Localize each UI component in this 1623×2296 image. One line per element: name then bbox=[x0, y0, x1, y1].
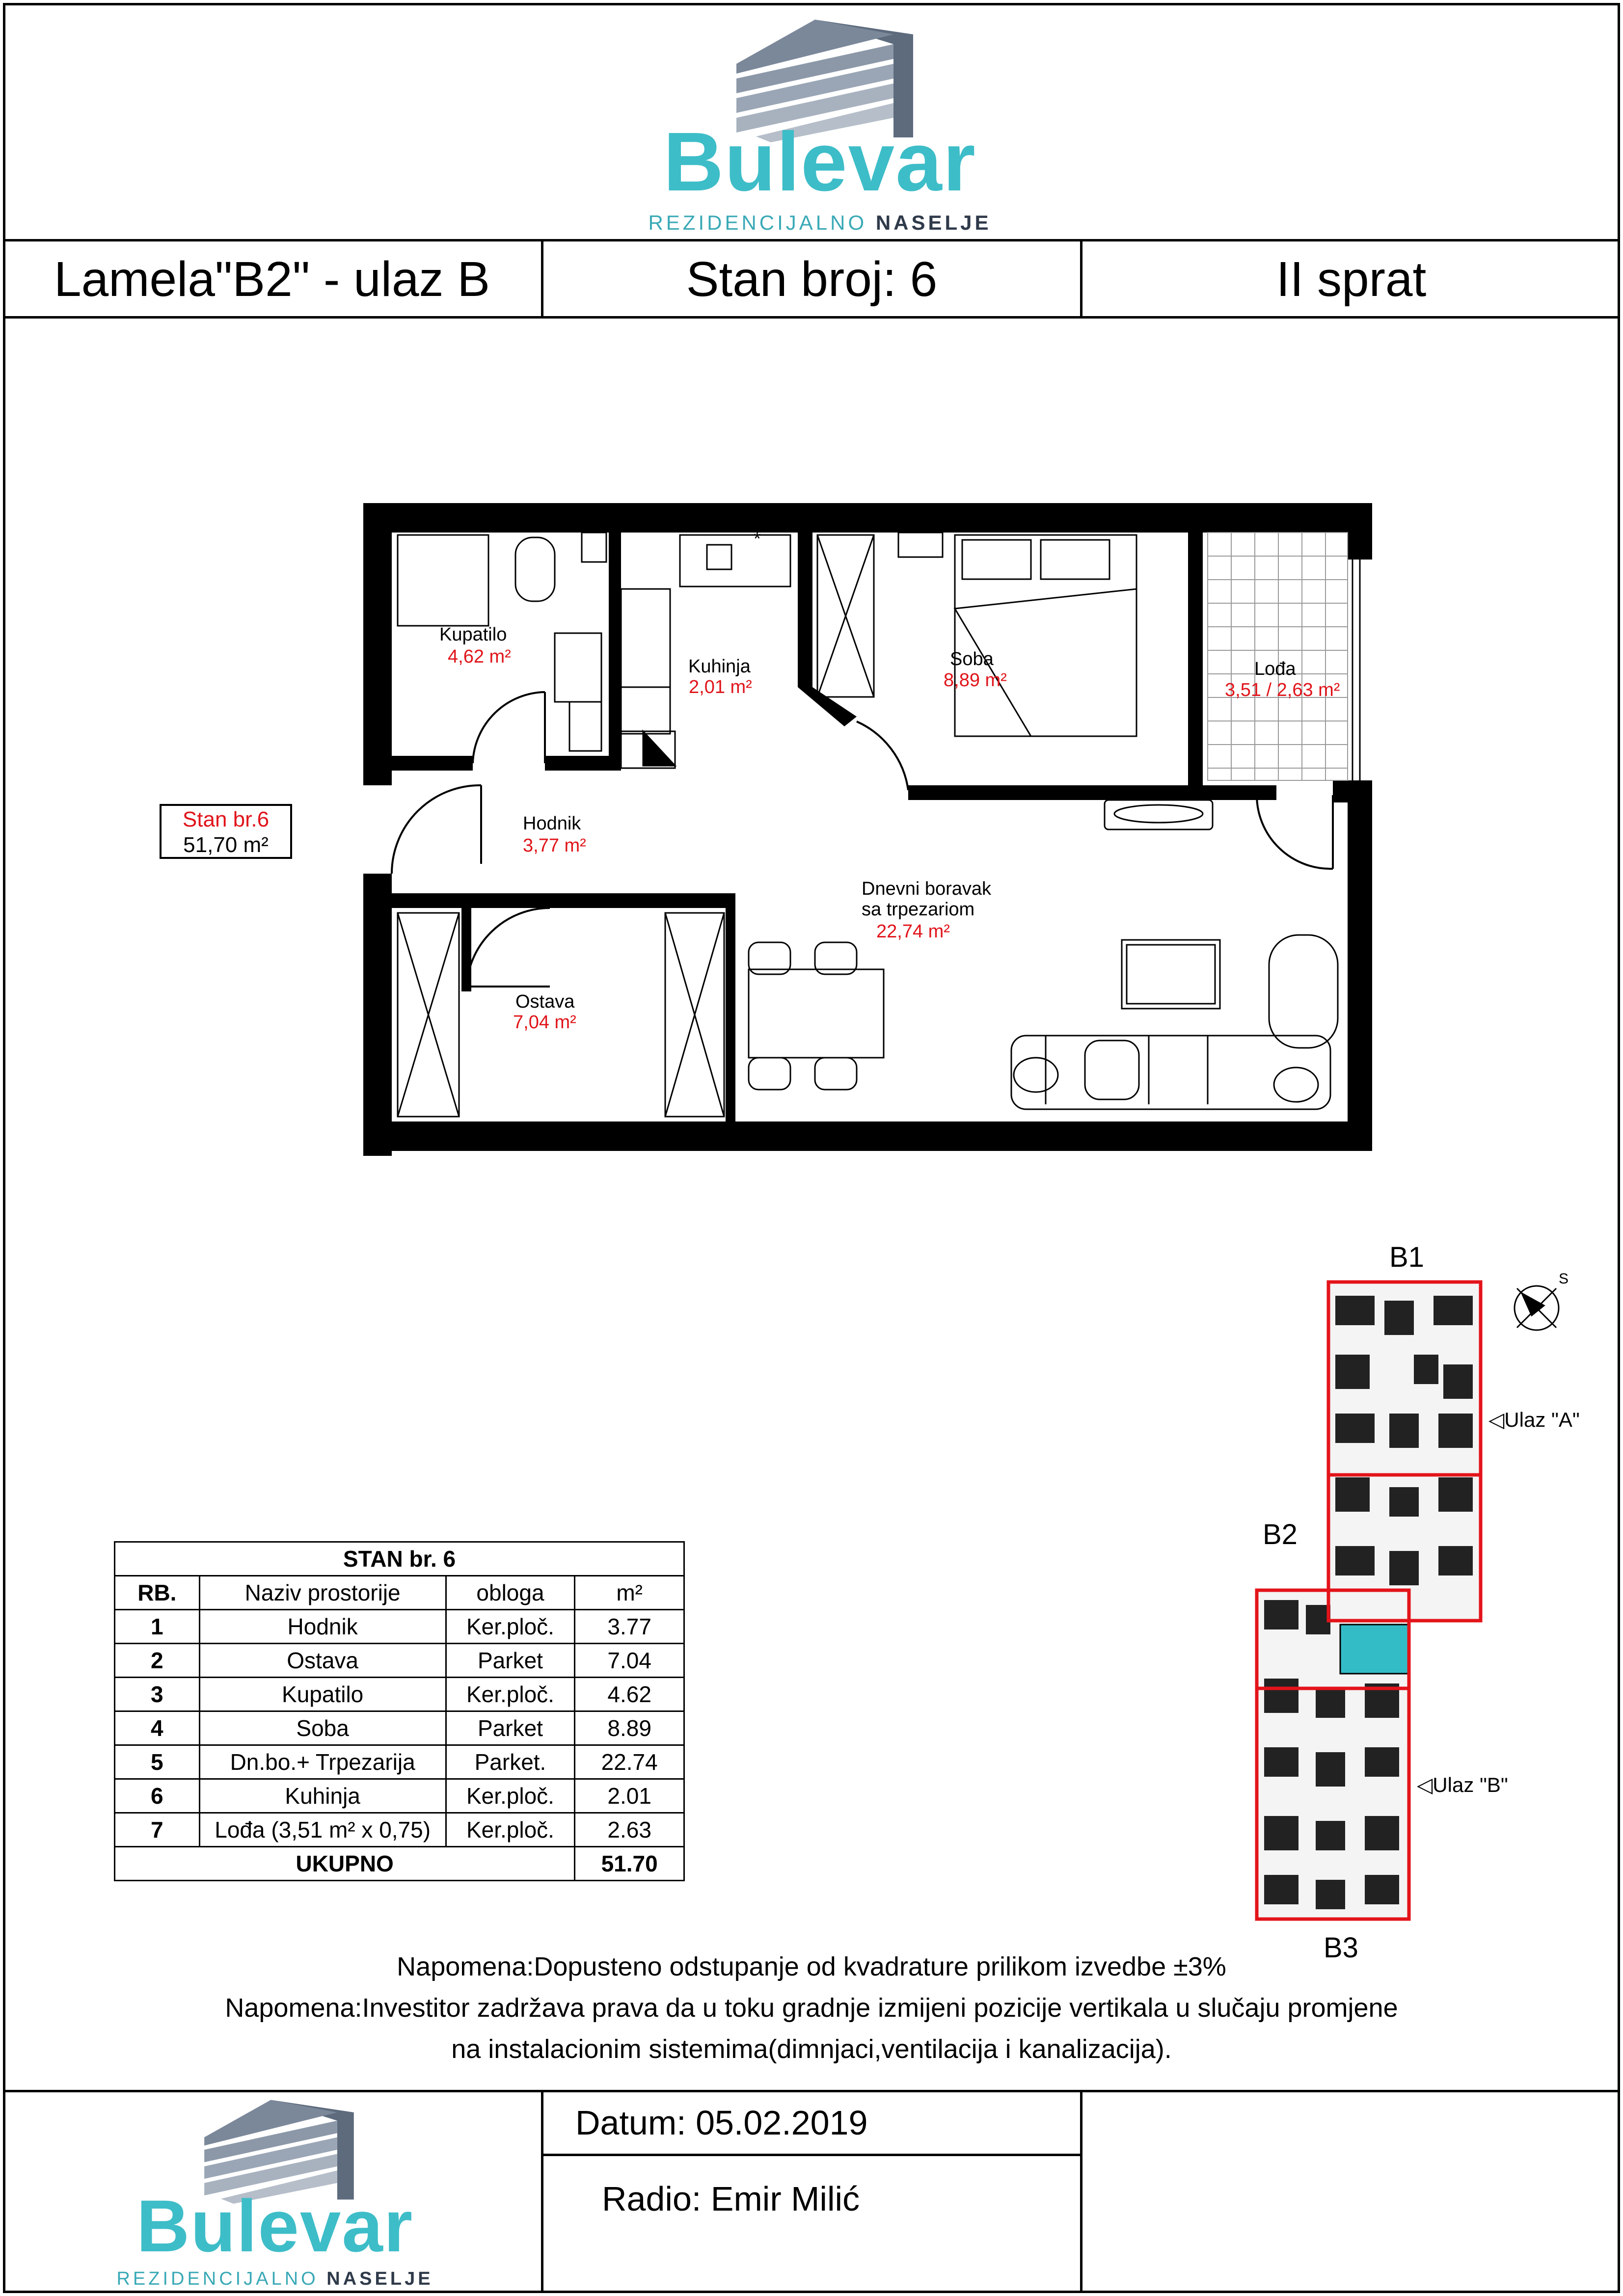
table-title: STAN br. 6 bbox=[115, 1542, 684, 1576]
cell-naziv: Kuhinja bbox=[199, 1779, 446, 1813]
cell-naziv: Lođa (3,51 m² x 0,75) bbox=[199, 1813, 446, 1847]
cell-m2: 7.04 bbox=[575, 1644, 684, 1678]
cell-naziv: Dn.bo.+ Trpezarija bbox=[199, 1745, 446, 1779]
brand-subtitle-bold: NASELJE bbox=[875, 211, 992, 234]
compass-letter: S bbox=[1559, 1271, 1569, 1287]
note-investor: Napomena:Investitor zadržava prava da u toku gradnje izmijeni pozicije vertikala u slučaju promjene bbox=[225, 1993, 1398, 2023]
brand-name: Bulevar bbox=[663, 115, 976, 209]
col-header-obloga: obloga bbox=[446, 1576, 575, 1610]
cell-m2: 22.74 bbox=[575, 1745, 684, 1779]
lamela-cell: Lamela"B2" - ulaz B bbox=[54, 252, 490, 307]
room-area-hodnik: 3,77 m² bbox=[523, 835, 586, 856]
cell-naziv: Soba bbox=[199, 1711, 446, 1745]
footer-subtitle-bold: NASELJE bbox=[326, 2269, 433, 2289]
cell-m2: 3.77 bbox=[575, 1610, 684, 1644]
table-row bbox=[115, 1745, 684, 1779]
room-area-kupatilo: 4,62 m² bbox=[448, 646, 511, 667]
cell-naziv: Kupatilo bbox=[199, 1678, 446, 1711]
room-name-hodnik: Hodnik bbox=[523, 813, 581, 834]
room-name-dnevni: Dnevni boravak bbox=[862, 879, 992, 899]
minimap-label-b2: B2 bbox=[1263, 1519, 1298, 1550]
footer-subtitle-light: REZIDENCIJALNO bbox=[116, 2269, 319, 2289]
cell-obloga: Ker.ploč. bbox=[446, 1678, 575, 1711]
minimap-label-b3: B3 bbox=[1324, 1932, 1358, 1964]
cell-m2: 2.63 bbox=[575, 1813, 684, 1847]
room-name-kupatilo: Kupatilo bbox=[439, 624, 507, 645]
footer-datum: Datum: 05.02.2019 bbox=[575, 2104, 868, 2142]
total-label: UKUPNO bbox=[115, 1847, 575, 1881]
cell-rb: 7 bbox=[115, 1813, 200, 1847]
room-name-ostava: Ostava bbox=[515, 991, 575, 1012]
cell-obloga: Parket bbox=[446, 1644, 575, 1678]
col-header-m2: m² bbox=[575, 1576, 684, 1610]
table-row bbox=[115, 1644, 684, 1678]
table-row bbox=[115, 1813, 684, 1847]
footer-logo bbox=[113, 2096, 437, 2287]
note-installations: na instalacionim sistemima(dimnjaci,ventilacija i kanalizacija). bbox=[451, 2034, 1172, 2064]
footer-brand-name: Bulevar bbox=[136, 2185, 414, 2267]
cell-rb: 5 bbox=[115, 1745, 200, 1779]
brand-subtitle-light: REZIDENCIJALNO bbox=[648, 211, 867, 234]
footer-brand-subtitle bbox=[113, 2269, 437, 2290]
stan-label: Stan br.6 bbox=[182, 807, 270, 831]
cell-m2: 8.89 bbox=[575, 1711, 684, 1745]
cell-rb: 3 bbox=[115, 1678, 200, 1711]
room-name-lodja: Lođa bbox=[1254, 659, 1296, 679]
footer-divider-1 bbox=[541, 2090, 543, 2293]
cell-rb: 2 bbox=[115, 1644, 200, 1678]
cell-naziv: Ostava bbox=[199, 1644, 446, 1678]
loggia-tiles bbox=[1208, 533, 1348, 780]
cell-rb: 1 bbox=[115, 1610, 200, 1644]
stan-cell: Stan broj: 6 bbox=[686, 252, 938, 307]
room-area-kuhinja: 2,01 m² bbox=[689, 677, 752, 697]
cell-obloga: Ker.ploč. bbox=[446, 1779, 575, 1813]
entrance-b-label: ◁Ulaz "B" bbox=[1417, 1773, 1508, 1796]
room-table bbox=[114, 1541, 685, 1881]
cell-naziv: Hodnik bbox=[199, 1610, 446, 1644]
cell-obloga: Ker.ploč. bbox=[446, 1813, 575, 1847]
sprat-cell: II sprat bbox=[1276, 252, 1427, 307]
room-area-dnevni: 22,74 m² bbox=[876, 921, 950, 942]
cell-obloga: Parket. bbox=[446, 1745, 575, 1779]
footer-mid-rule bbox=[541, 2154, 1082, 2156]
room-name-kuhinja: Kuhinja bbox=[688, 656, 751, 677]
col-header-naziv: Naziv prostorije bbox=[199, 1576, 446, 1610]
stan-area: 51,70 m² bbox=[183, 833, 269, 857]
table-row bbox=[115, 1711, 684, 1745]
cell-rb: 6 bbox=[115, 1779, 200, 1813]
appliance-mark: * bbox=[754, 529, 761, 549]
cell-obloga: Parket bbox=[446, 1711, 575, 1745]
table-row bbox=[115, 1610, 684, 1644]
minimap-label-b1: B1 bbox=[1389, 1241, 1424, 1273]
cell-m2: 4.62 bbox=[575, 1678, 684, 1711]
cell-m2: 2.01 bbox=[575, 1779, 684, 1813]
note-tolerance: Napomena:Dopusteno odstupanje od kvadrature prilikom izvedbe ±3% bbox=[397, 1952, 1226, 1981]
footer-radio: Radio: Emir Milić bbox=[602, 2180, 860, 2218]
entrance-a-label: ◁Ulaz "A" bbox=[1488, 1408, 1580, 1431]
room-area-soba: 8,89 m² bbox=[944, 670, 1007, 691]
room-name-soba: Soba bbox=[950, 649, 994, 669]
cell-obloga: Ker.ploč. bbox=[446, 1610, 575, 1644]
stan-summary-box bbox=[160, 804, 292, 859]
table-total-row bbox=[115, 1847, 684, 1881]
footer-top-rule bbox=[3, 2090, 1620, 2092]
col-header-rb: RB. bbox=[115, 1576, 200, 1610]
room-area-ostava: 7,04 m² bbox=[513, 1012, 576, 1033]
table-row bbox=[115, 1779, 684, 1813]
room-area-lodja: 3,51 / 2,63 m² bbox=[1225, 680, 1340, 700]
footer-divider-2 bbox=[1080, 2090, 1082, 2293]
room-name-dnevni-2: sa trpezariom bbox=[862, 899, 975, 920]
table-row bbox=[115, 1678, 684, 1711]
cell-rb: 4 bbox=[115, 1711, 200, 1745]
total-value: 51.70 bbox=[575, 1847, 684, 1881]
